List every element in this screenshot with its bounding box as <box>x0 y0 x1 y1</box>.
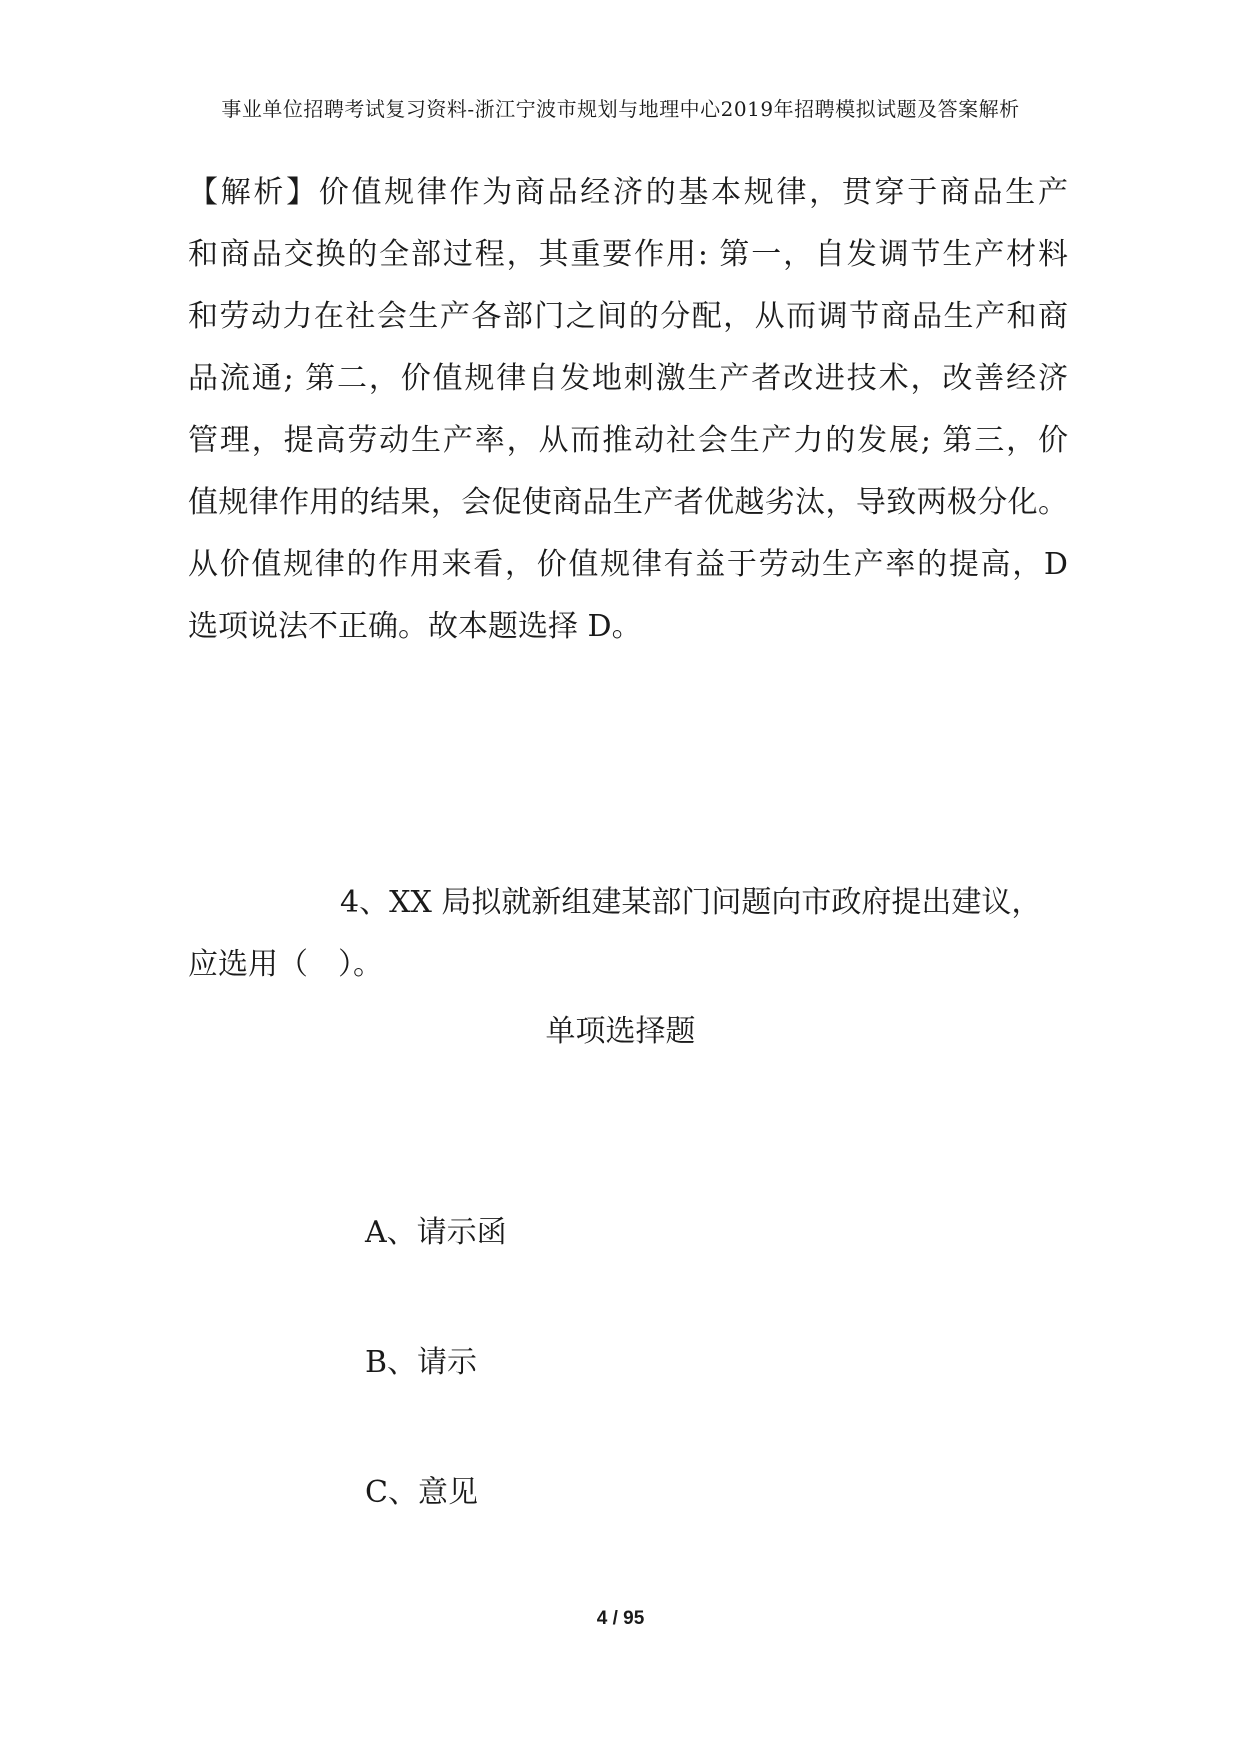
page-number: 4 / 95 <box>596 1608 645 1629</box>
page-header: 事业单位招聘考试复习资料-浙江宁波市规划与地理中心2019年招聘模拟试题及答案解析 <box>221 97 1020 121</box>
analysis-line: 值规律作用的结果，会促使商品生产者优越劣汰，导致两极分化。 <box>188 485 1068 520</box>
option-a: A、请示函 <box>365 1215 507 1250</box>
analysis-paragraph <box>188 162 1068 658</box>
option-b: B、请示 <box>365 1345 478 1380</box>
question-text-line: 应选用（ ）。 <box>188 947 383 982</box>
option-c: C、意见 <box>365 1475 478 1510</box>
question-type-label: 单项选择题 <box>545 1014 696 1049</box>
analysis-line: 和商品交换的全部过程，其重要作用: 第一，自发调节生产材料 <box>188 237 1068 272</box>
question-text-line: 4、XX 局拟就新组建某部门问题向市政府提出建议， <box>340 885 1042 920</box>
analysis-line: 品流通; 第二，价值规律自发地刺激生产者改进技术，改善经济 <box>188 361 1068 396</box>
analysis-line: 和劳动力在社会生产各部门之间的分配，从而调节商品生产和商 <box>188 299 1068 334</box>
analysis-line: 【解析】价值规律作为商品经济的基本规律，贯穿于商品生产 <box>188 175 1068 210</box>
question-stem <box>188 872 1068 996</box>
analysis-line: 管理，提高劳动生产率，从而推动社会生产力的发展; 第三，价 <box>188 423 1068 458</box>
analysis-line: 从价值规律的作用来看，价值规律有益于劳动生产率的提高，D <box>188 547 1068 582</box>
analysis-line: 选项说法不正确。故本题选择 D。 <box>188 609 642 644</box>
